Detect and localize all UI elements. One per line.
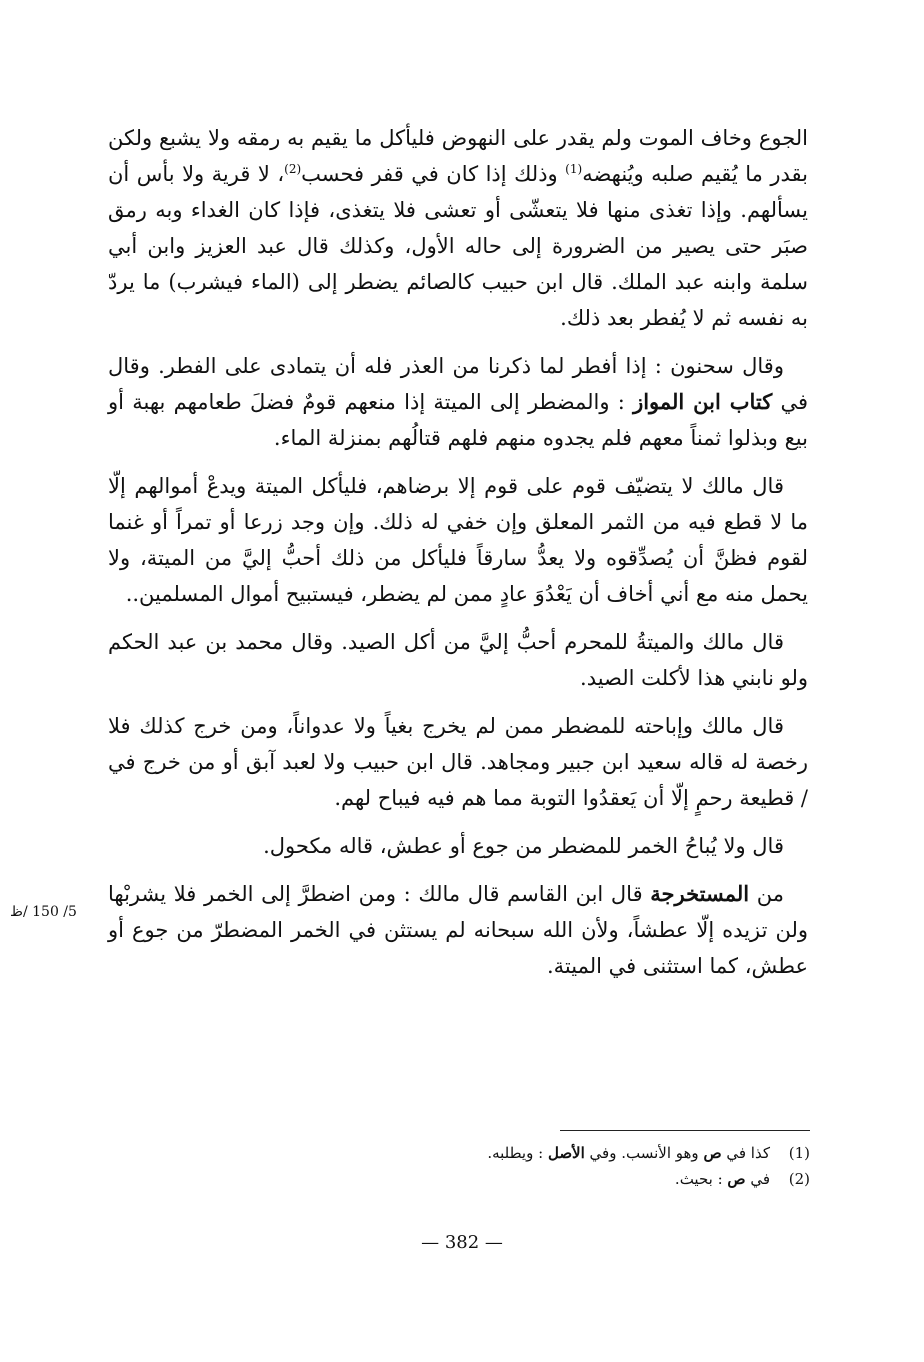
paragraph-7 [108,876,808,984]
footnote-1-bold-a: ص [703,1144,722,1162]
source-title-ibn-almawaz: كتاب ابن المواز [633,389,773,414]
paragraph-3: قال مالك لا يتضيّف قوم على قوم إلا برضاهم، فليأكل الميتة ويدعْ أموالهم إلّا ما لا قطع فيه من الثمر المعلق وإن خفي له ذلك. وإن وجد زرعا أو تمراً أو غنما لقوم فظنَّ أن يُصدِّقوه ولا يعدُّ سارقاً فليأكل من ذلك أحبُّ إليَّ من الميتة، ولا يحمل منه مع أني أخاف أن يَعْدُوَ عادٍ ممن لم يضطر، فيستبيح أموال المسلمين.. [108,474,808,606]
paragraph-1-text-a: الجوع وخاف الموت ولم يقدر على النهوض فليأكل ما يقيم به رمقه ولا يشبع ولكن بقدر ما يُقيم صلبه ويُنهضه [108,126,808,186]
paragraph-1-text-c: ، لا قرية ولا بأس أن يسألهم. وإذا تغذى منها فلا يتعشّى أو تعشى فلا يتغذى، فإذا كان الغداء وبه رمق صبَر حتى يصير من الضرورة إلى حاله الأول، وكذلك قال عبد العزيز وابن أبي سلمة وابنه عبد الملك. قال ابن حبيب كالصائم يضطر إلى (الماء فيشرب) ما يردّ به نفسه ثم لا يُفطر بعد ذلك. [108,162,808,330]
footnote-2-text-b: : بحيث. [674,1170,728,1188]
footnote-1-text-c: : ويطلبه. [487,1144,548,1162]
footnote-2-number: (2) [788,1170,810,1188]
footnote-1-text-b: وهو الأنسب. وفي [584,1144,704,1162]
footnote-2 [380,1166,810,1192]
source-title-mustakhraja: المستخرجة [650,881,750,906]
paragraph-1-text-b: وذلك إذا كان في قفر فحسب [301,162,566,186]
footnote-2-text-a: في [745,1170,770,1188]
paragraph-2 [108,348,808,456]
footnote-divider [560,1130,810,1131]
paragraph-2-text-b: : والمضطر إلى الميتة إذا منعهم قومٌ فضلَ طعامهم بهبة أو بيع وبذلوا ثمناً معهم فلم يجدوه منهم فلهم قتالُهم بمنزلة الماء. [108,390,808,450]
footnote-1-text-a: كذا في [721,1144,770,1162]
footnote-2-bold-a: ص [727,1170,746,1188]
paragraph-7-text-b: قال ابن القاسم قال مالك : ومن اضطرَّ إلى الخمر فلا يشربْها ولن تزيده إلّا عطشاً، ولأن الله سبحانه لم يستثن في الخمر المضطرّ من جوع أو عطش، كما استثنى في الميتة. [108,882,808,978]
footnote-1-number: (1) [788,1144,810,1162]
paragraph-6: قال ولا يُباحُ الخمر للمضطر من جوع أو عطش، قاله مكحول. [263,834,784,858]
paragraph-7-text-a: من [749,882,784,906]
paragraph-4: قال مالك والميتةُ للمحرم أحبُّ إليَّ من أكل الصيد. وقال محمد بن عبد الحكم ولو نابني هذا لأكلت الصيد. [108,630,808,690]
footnotes [380,1140,810,1192]
main-text [108,120,808,996]
footnote-1 [380,1140,810,1166]
manuscript-margin-reference: 5/ 150 /ظ [10,904,77,920]
footnote-ref-2: (2) [284,162,302,176]
page-number: — 382 — [421,1232,503,1253]
paragraph-2-text-a: وقال سحنون : إذا أفطر لما ذكرنا من العذر فله أن يتمادى على الفطر. وقال في [108,354,808,414]
footnote-1-bold-b: الأصل [547,1144,585,1162]
paragraph-1 [108,120,808,336]
paragraph-5: قال مالك وإباحته للمضطر ممن لم يخرج بغياً ولا عدواناً، ومن خرج كذلك فلا رخصة له قاله سعيد ابن جبير ومجاهد. قال ابن حبيب ولا لعبد آبق أو من خرج في / قطيعة رحمٍ إلّا أن يَعقدُوا التوبة مما هم فيه فيباح لهم. [108,714,808,810]
footnote-ref-1: (1) [565,162,583,176]
